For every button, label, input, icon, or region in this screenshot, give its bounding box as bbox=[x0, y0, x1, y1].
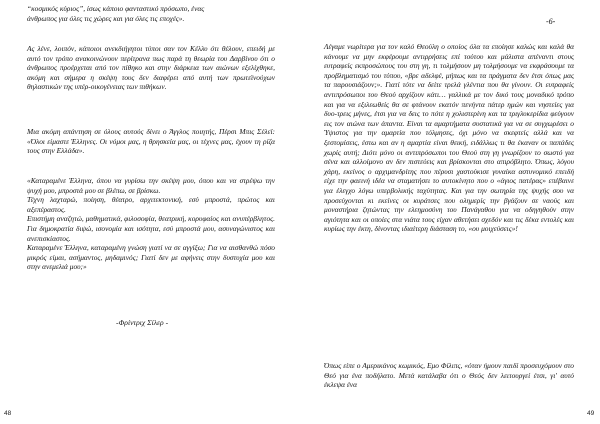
right-page bbox=[300, 0, 600, 424]
page-number-left: 48 bbox=[4, 410, 12, 417]
paragraph-kelly: Ας λένε, λοιπόν, κάποιοι ανεκδιήγητοι τύποι σαν τον Κέλλυ ότι θέλουν, επειδή με αυτό τον τρόπο ανακοινώνουν περίτρανα πως παρά τη θεωρία του Δαρβίνου ότι ο άνθρωπος προέρχεται από τον πίθηκο και στην διάρκεια των αιώνων εξελίχθηκε, ακόμη και σήμερα η σκέψη τους δεν διαφέρει από αυτή των πρωτεϊνούχων θηλαστικών της υπέρ-οικογένειας των πιθήκων. bbox=[27, 44, 275, 92]
chapter-header: -6- bbox=[546, 17, 556, 26]
paragraph-shelley: Μια ακόμη απάντηση σε όλους αυτούς δίνει ο Άγγλος ποιητής, Πέρσι Μπις Σέλεϊ: «Όλοι είμαστε Έλληνες. Οι νόμοι μας, η θρησκεία μας, οι τέχνες μας, έχουν τη ρίζα τους στην Ελλάδα». bbox=[27, 127, 275, 156]
quote-line: Καταραμένε Έλληνα, καταραμένη γνώση γιατί να σε αγγίξω; Για να αισθανθώ πόσο μικρός είμαι, ασήμαντος, μηδαμινός; Γιατί δεν με αφήνεις στην δυστυχία μου και στην ανεμελιά μου;» bbox=[27, 243, 275, 272]
quote-line: Τέχνη λαχταρώ, ποίηση, θέατρο, αρχιτεκτονική, εσύ μπροστά, πρώτος και αξεπέραστος. bbox=[27, 195, 275, 214]
paragraph-theoulis: Λέγαμε νωρίτερα για τον καλό Θεούλη ο οποίος όλα τα εποίησε καλώς και καλά θα κάνουμε να μην εκφέρουμε αντιρρήσεις επί τούτου και μάλιστα απέναντι στους ευτραφείς εκπροσώπους του στη γη, τι τολμήσουν μη τολμήσουμε να εκφράσουμε τα προβληματισμό του τύπου, «βρε αδελφέ, μήπως και τα πράγματα δεν έτσι όπως μας τα παρουσιάζουν;». Γιατί τότε να δείτε τρελά γλέντια που θα γίνουν. Οι ευτραφείς αντιπρόσωποι του Θεού αρχίζουν κάτι… γαλλικά με τον δικό τους μοναδικό τρόπο και για να εξιλεωθείς θα σε φτάνουν εκατόν πενήντα πάτερ ημών και νηστείες για δυο-τρεις μήνες, έτσι για να δεις το πότε η χολιστερίνη και τα τριγλυκερίδια φεύγουν εις τον αιώνα των άπαντα. Είναι τα αμαρτήματα συστατικά για να σε συγχωρέσει ο Ύψιστος για την αμαρτία που τόλμησες, όχι μόνο να σκεφτείς αλλά και να ξεστομίσεις, έστω και αν η αμαρτία είναι θεική, ειδάλλως τι θα έκαναν οι παπάδες χωρίς αυτή; Διότι μόνο οι αντιπρόσωποι του Θεού στη γη γνωρίζουν το σωστό για σένα και αλλοίμονο αν δεν πιστεύεις και βρίσκονται στο απιρόβλητο. Όπως, λόγου χάρη, εκείνος ο αρχιμανδρίτης που πέρυσι χαστούκισε γυναίκα αστυνομικό επειδή είχε την φαεινή ιδέα να σταματήσει το αυτοκίνητο που ο «άγιος πατέρας» επέβαινε για έλεγχο λόγω υπερβολικής ταχύτητας. Και για την σωτηρία της ψυχής σου να προσεύχονται κι εκείνες οι κυράτσες που ολημερίς την βγάζουν σε ναούς και μοναστήρια ζητώντας την ελεημοσύνη του Πανάγαθου για να οδηγηθούν στην αγιότητα και οι οποίες στα νιάτα τους είχαν αθετήσει σχεδόν και τις δέκα εντολές και κυρίως την έκτη, δίνοντας ιδιαίτερη διάσταση το, «ου μοιχεύσεις»! bbox=[324, 42, 574, 234]
intro-line: “κοσμικός κύριος”, ίσως κάποιο φανταστικό πρόσωπο, ένας bbox=[27, 4, 205, 13]
quote-line: Επιστήμη αναζητώ, μαθηματικά, φιλοσοφία, θεατρική, κορυφαίος και ανυπέρβλητος. Για δημοκρατία διψώ, ισονομία και ισότητα, εσύ μπροστά μου, ασυναγώνιστος και ανεπισκίαστος. bbox=[27, 214, 275, 243]
intro-line: άνθρωπος για όλες τις χώρες και για όλες τις εποχές». bbox=[27, 13, 185, 23]
quote-signature: -Φρίντριχ Σίλερ - bbox=[116, 318, 169, 327]
page-number-right: 49 bbox=[587, 410, 595, 417]
intro-text bbox=[27, 4, 275, 23]
paragraph-emo-philips: Όπως είπε ο Αμερικάνος κωμικός, Εμο Φίλιπς, «όταν ήμουν παιδί προσευχόμουν στο Θεό για ένα ποδήλατο. Μετά κατάλαβα ότι ο Θεός δεν λειτουργεί έτσι, γι' αυτό έκλεψα ένα bbox=[324, 361, 574, 390]
quote-line: «Καταραμένε Έλληνα, όπου να γυρίσω την σκέψη μου, όπου και να στρέψω την ψυχή μου, μπροστά μου σε βλέπω, σε βρίσκω. bbox=[27, 176, 275, 195]
schiller-quote bbox=[27, 176, 275, 272]
